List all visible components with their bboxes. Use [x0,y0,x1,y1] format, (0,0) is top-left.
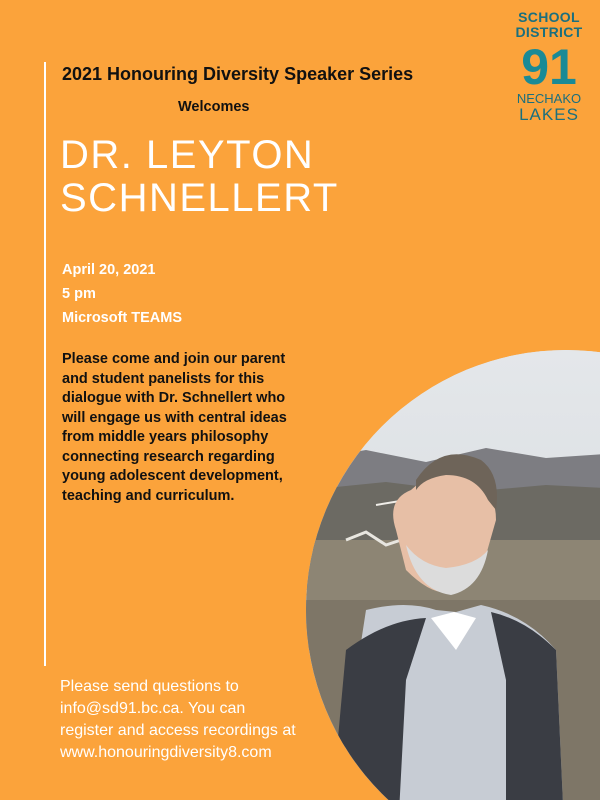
contact-line1: Please send questions to [60,678,239,695]
contact-line2: info@sd91.bc.ca. You can [60,700,246,717]
event-details [62,258,182,330]
contact-info [60,676,340,764]
vertical-divider [44,62,46,666]
event-description: Please come and join our parent and student panelists for this dialogue with Dr. Schnellert who will engage us with central ideas from middle years philosophy connecting research regarding young adolescent development, teaching and curriculum. [62,351,287,504]
logo-school: SCHOOL [518,9,580,25]
event-time: 5 pm [62,286,96,302]
series-title: 2021 Honouring Diversity Speaker Series [62,64,414,84]
logo-district: DISTRICT [515,24,583,40]
speaker-name [60,134,390,220]
school-district-logo [506,10,592,124]
logo-nechako: NECHAKO [516,91,582,106]
welcomes-label: Welcomes [178,99,250,115]
speaker-name-line2: SCHNELLERT [60,176,339,220]
logo-number: 91 [521,39,577,95]
event-date: April 20, 2021 [62,262,156,278]
event-platform: Microsoft TEAMS [62,310,183,326]
contact-line3: register and access recordings at [60,722,296,739]
speaker-name-line1: DR. LEYTON [60,133,315,177]
speaker-photo [306,350,600,800]
contact-line4: www.honouringdiversity8.com [60,744,272,761]
logo-lakes: LAKES [519,105,579,124]
